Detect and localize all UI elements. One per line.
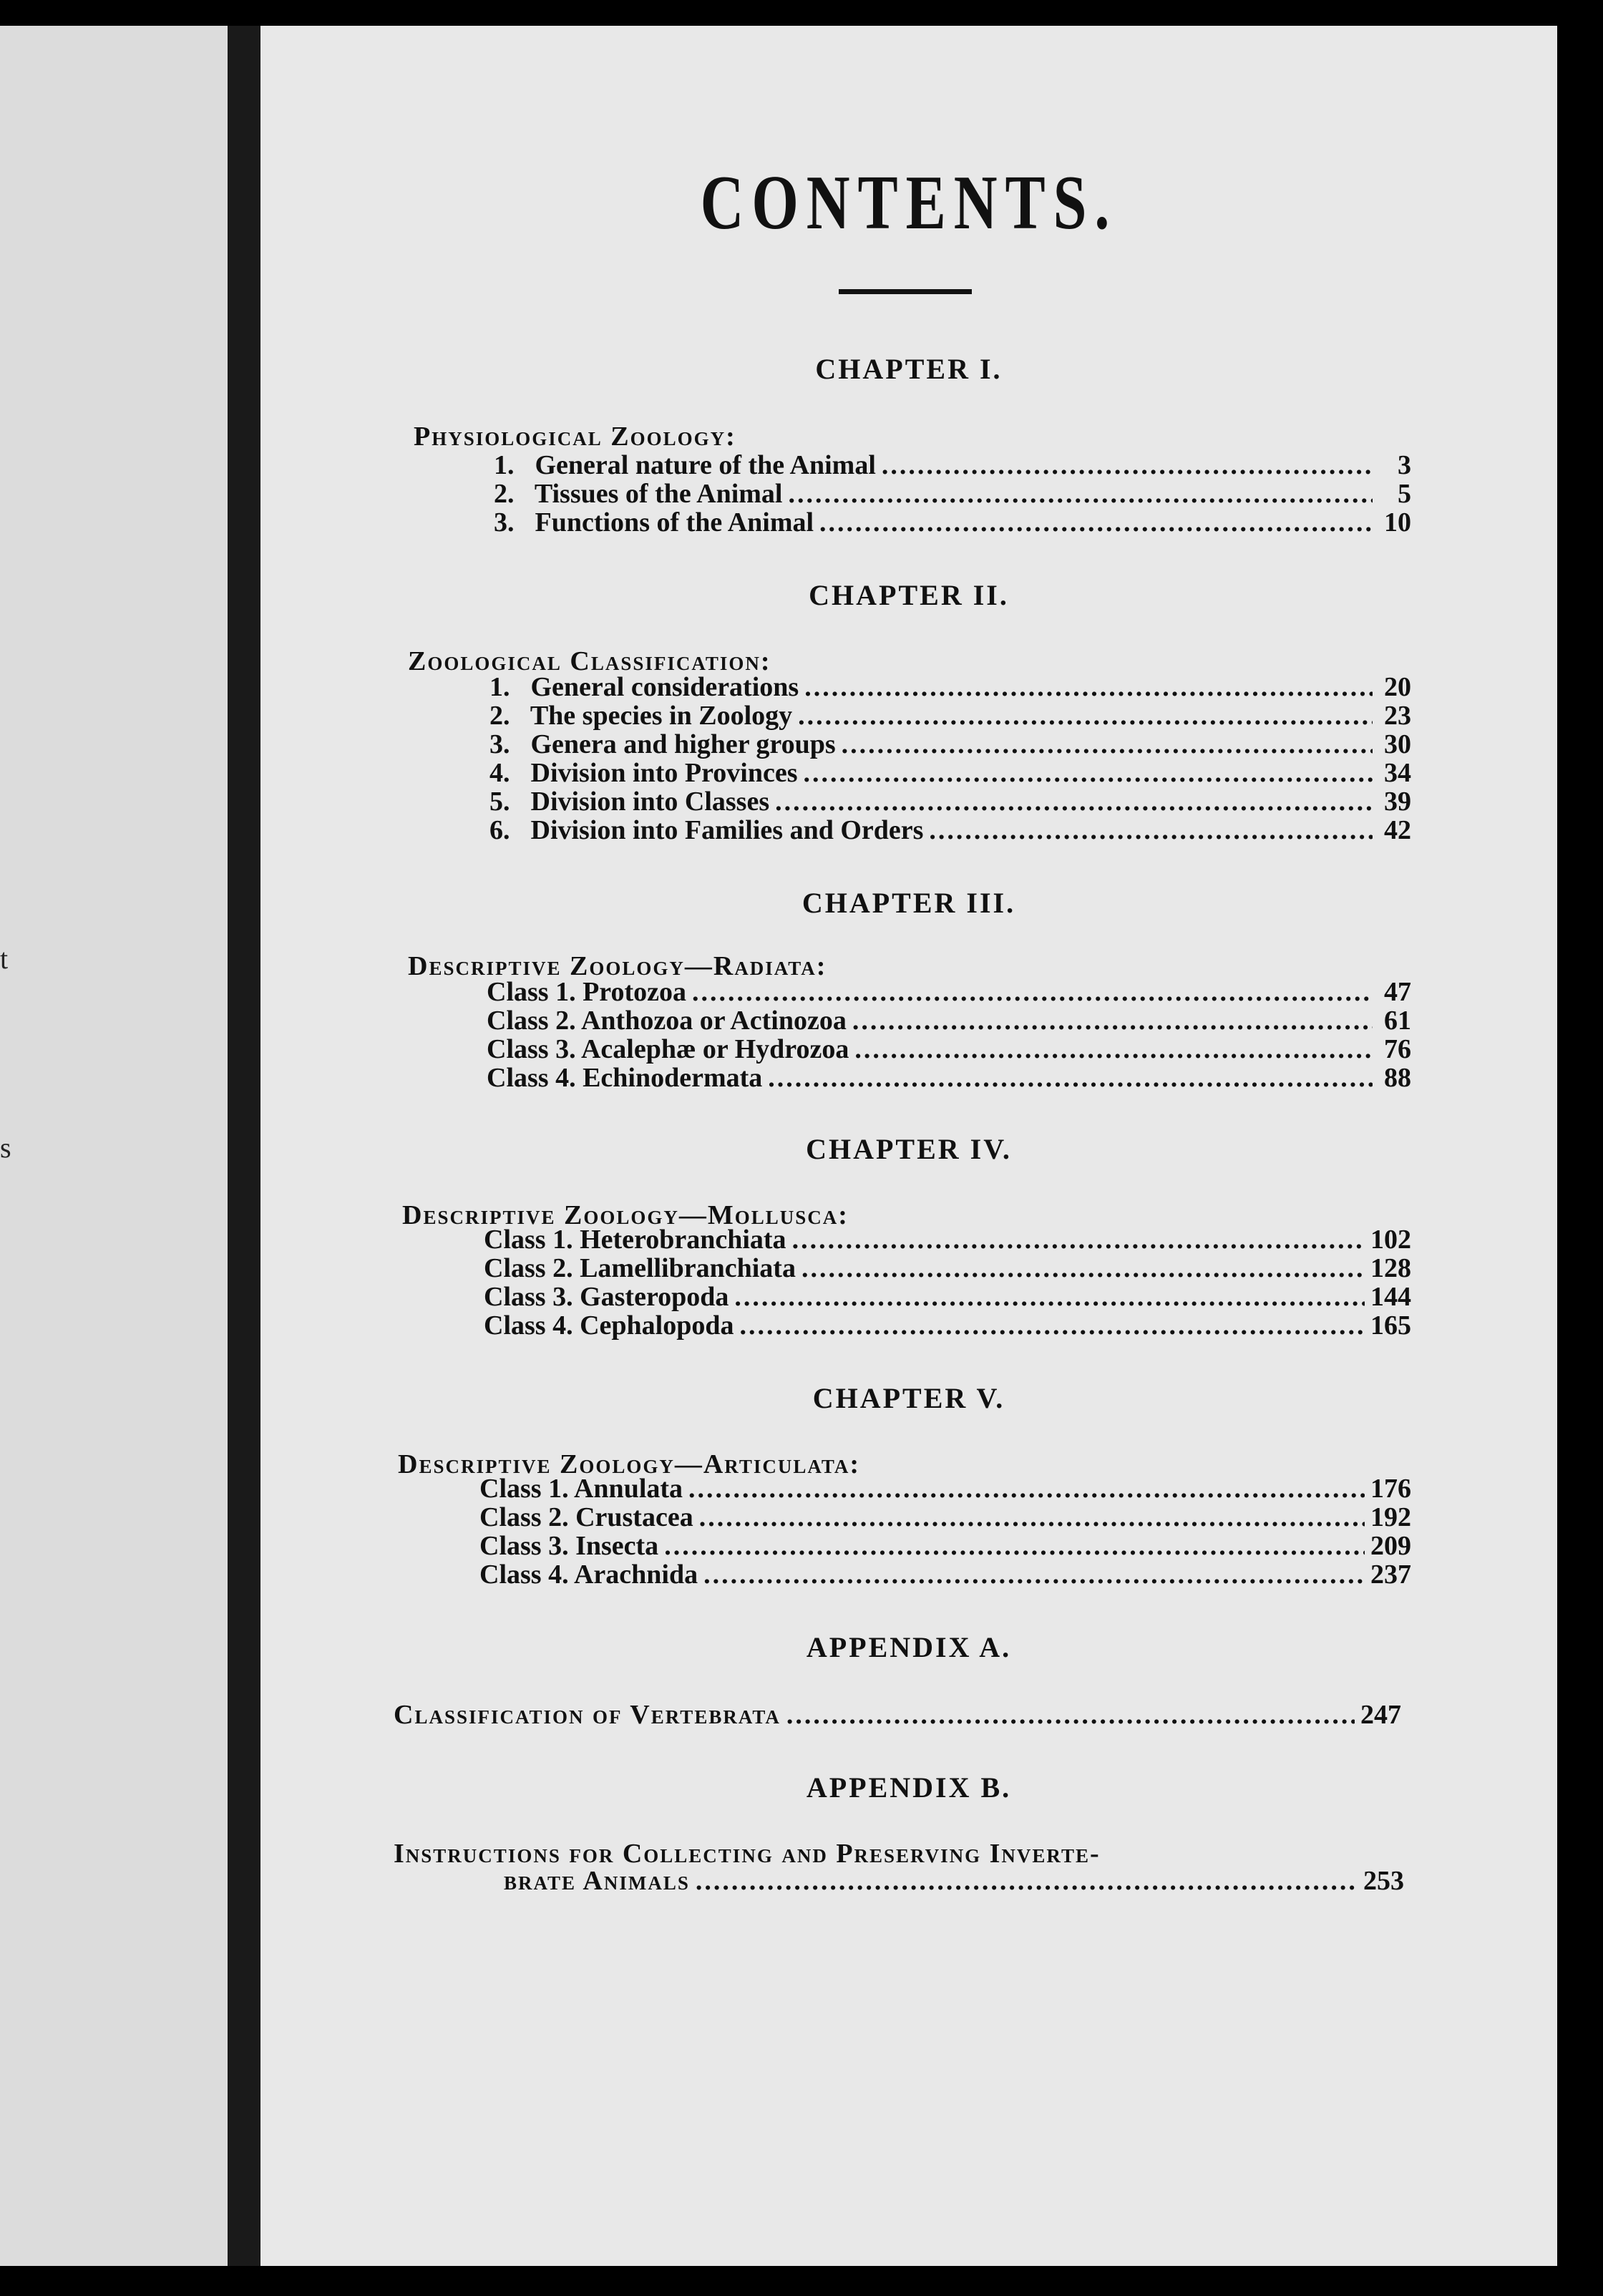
section-title: Physiological Zoology: (414, 422, 736, 452)
toc-entry[interactable]: 3. Genera and higher groups ..... 30 (489, 730, 1411, 759)
title-rule (839, 289, 972, 294)
toc-entry[interactable]: Classification of Vertebrata ..... 247 (394, 1701, 1401, 1729)
toc-entry[interactable]: Class 4. Cephalopoda ..... 165 (484, 1311, 1411, 1340)
chapter-heading: CHAPTER I. (815, 353, 1003, 385)
toc-entry[interactable]: 6. Division into Families and Orders ..... 42 (489, 816, 1411, 845)
facing-page-fragment: t (0, 943, 9, 975)
toc-entry[interactable]: Class 3. Acalephæ or Hydrozoa ..... 76 (487, 1035, 1411, 1064)
page-title: CONTENTS. (700, 160, 1118, 245)
toc-entry[interactable]: Class 2. Anthozoa or Actinozoa ..... 61 (487, 1006, 1411, 1035)
toc-entry-line1[interactable]: Instructions for Collecting and Preserving Inverte- (394, 1839, 1101, 1869)
section-title: Descriptive Zoology—Mollusca: (402, 1200, 849, 1230)
toc-entry[interactable]: 4. Division into Provinces ..... 34 (489, 759, 1411, 787)
toc-entry[interactable]: Class 3. Insecta ..... 209 (479, 1532, 1411, 1560)
toc-entry[interactable]: 5. Division into Classes ..... 39 (489, 787, 1411, 816)
toc-entry[interactable]: Class 3. Gasteropoda ..... 144 (484, 1283, 1411, 1311)
toc-entry[interactable]: brate Animals ..... 253 (504, 1867, 1404, 1895)
appendix-heading: APPENDIX B. (806, 1771, 1012, 1804)
facing-page-fragment: s (0, 1132, 11, 1164)
chapter-heading: CHAPTER II. (809, 579, 1009, 611)
section-title: Descriptive Zoology—Radiata: (408, 951, 827, 981)
appendix-heading: APPENDIX A. (806, 1631, 1012, 1663)
toc-entry[interactable]: 2. The species in Zoology ..... 23 (489, 701, 1411, 730)
section-title: Zoological Classification: (408, 646, 771, 676)
chapter-heading: CHAPTER III. (802, 887, 1016, 919)
toc-entry[interactable]: Class 1. Protozoa ..... 47 (487, 978, 1411, 1006)
toc-entry[interactable]: Class 2. Crustacea ..... 192 (479, 1503, 1411, 1532)
chapter-heading: CHAPTER V. (812, 1382, 1005, 1414)
toc-entry[interactable]: 1. General nature of the Animal ..... 3 (494, 451, 1411, 480)
toc-entry[interactable]: Class 1. Heterobranchiata ..... 102 (484, 1225, 1411, 1254)
section-title: Descriptive Zoology—Articulata: (398, 1449, 861, 1479)
facing-page (0, 26, 228, 2266)
toc-entry[interactable]: 1. General considerations ..... 20 (489, 673, 1411, 701)
toc-entry[interactable]: Class 4. Arachnida ..... 237 (479, 1560, 1411, 1589)
toc-entry[interactable]: 2. Tissues of the Animal ..... 5 (494, 480, 1411, 508)
toc-entry[interactable]: 3. Functions of the Animal ..... 10 (494, 508, 1411, 537)
chapter-heading: CHAPTER IV. (806, 1133, 1012, 1165)
toc-entry[interactable]: Class 4. Echinodermata ..... 88 (487, 1064, 1411, 1092)
book-gutter (228, 26, 260, 2266)
toc-entry[interactable]: Class 2. Lamellibranchiata ..... 128 (484, 1254, 1411, 1283)
contents-page (260, 26, 1557, 2266)
toc-entry[interactable]: Class 1. Annulata ..... 176 (479, 1474, 1411, 1503)
